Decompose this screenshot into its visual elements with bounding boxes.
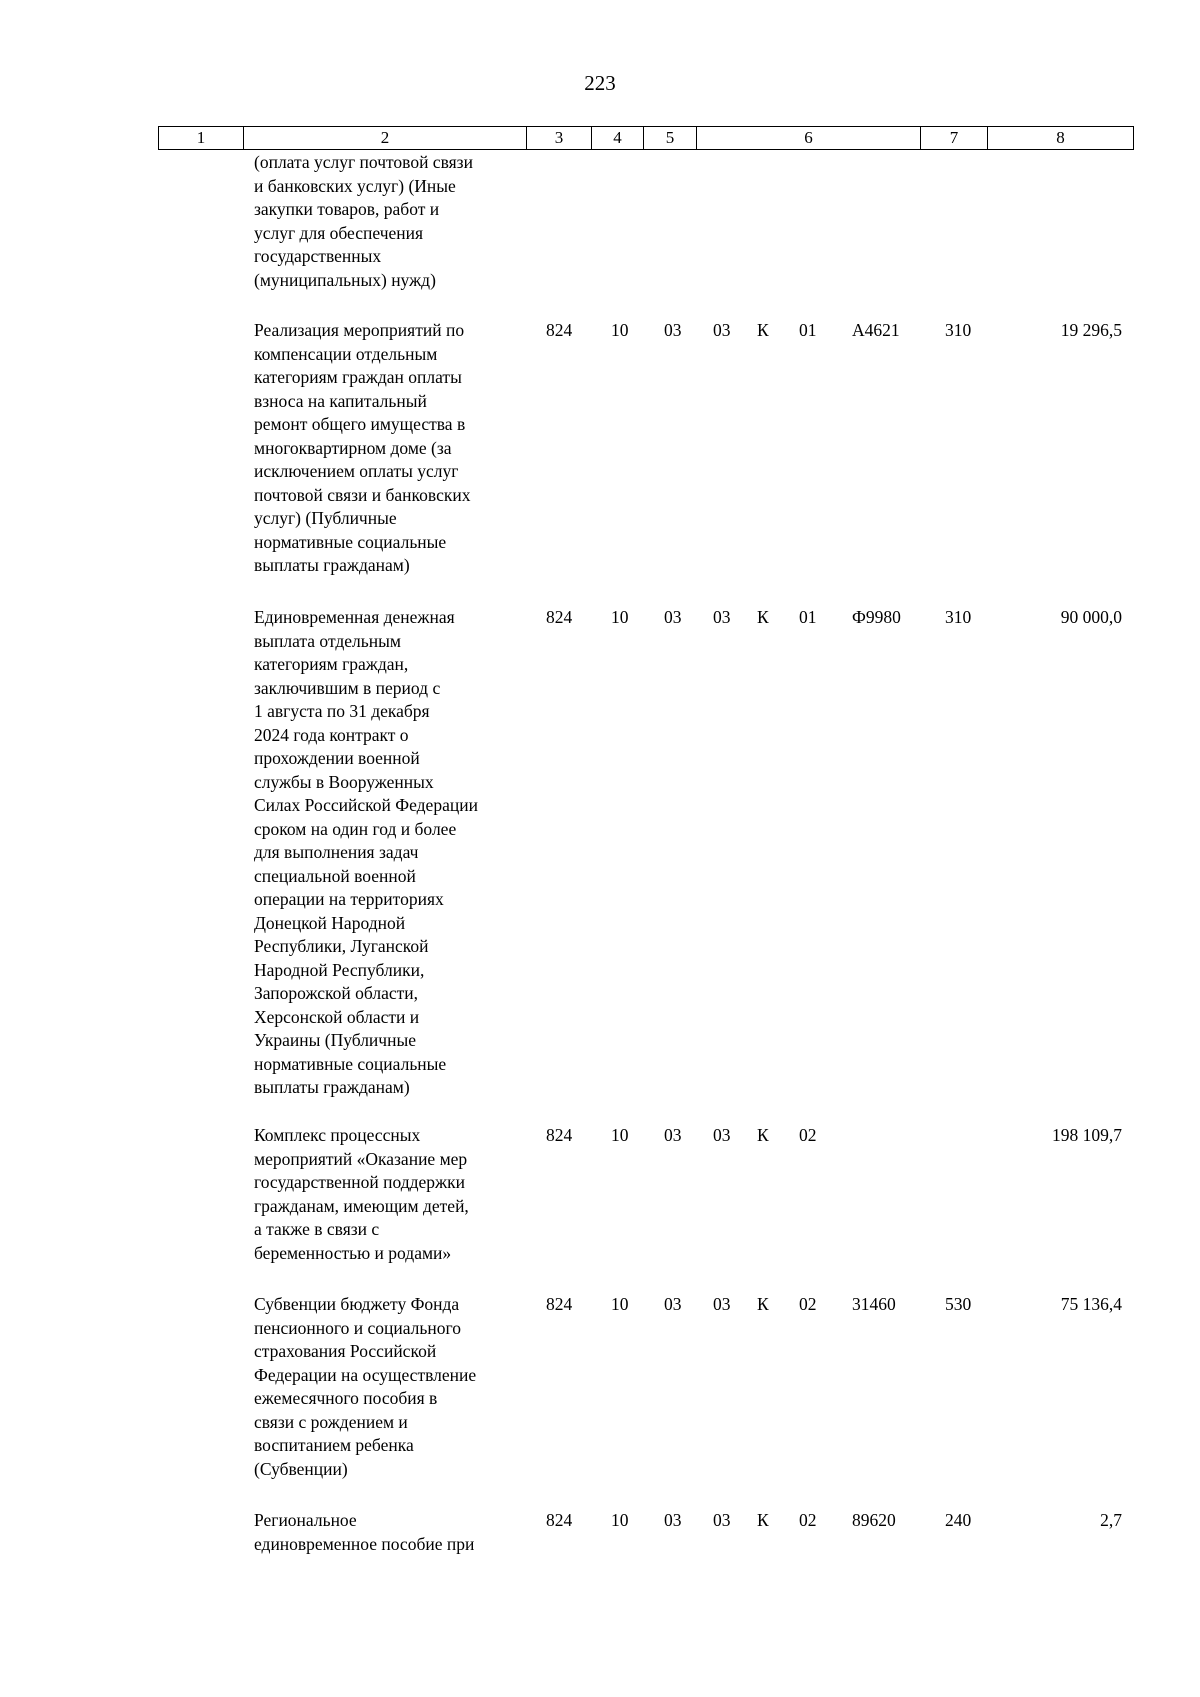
description-line: Субвенции бюджету Фонда — [254, 1294, 460, 1314]
code-col-6-letter: К — [757, 1294, 769, 1314]
description-line: сроком на один год и более — [254, 818, 457, 839]
header-col-1: 1 — [196, 128, 206, 147]
code-col-3: 824 — [546, 1510, 573, 1530]
header-col-7: 7 — [949, 128, 959, 147]
amount-col-8: 198 109,7 — [1052, 1125, 1122, 1145]
code-col-6-subprogram: 01 — [799, 607, 817, 627]
description-line: прохождении военной — [254, 748, 420, 768]
description-line: для выполнения задач — [254, 842, 419, 862]
code-col-6-letter: К — [757, 607, 769, 627]
code-col-4: 10 — [611, 1294, 629, 1314]
description-line: Народной Республики, — [254, 959, 425, 980]
header-col-3: 3 — [554, 128, 564, 147]
code-col-5: 03 — [664, 320, 682, 340]
description-line: компенсации отдельным — [254, 343, 438, 364]
row-description — [254, 319, 516, 578]
description-line: (Субвенции) — [254, 1458, 348, 1479]
row-description — [254, 1509, 516, 1556]
page-number: 223 — [584, 71, 616, 95]
code-col-6-letter: К — [757, 1125, 769, 1145]
code-col-6-program: 03 — [713, 1125, 731, 1145]
description-line: нормативные социальные — [254, 1053, 447, 1074]
description-line: Комплекс процессных — [254, 1125, 421, 1145]
code-col-5: 03 — [664, 607, 682, 627]
description-line: исключением оплаты услуг — [254, 461, 459, 481]
row-description — [254, 606, 516, 1100]
code-col-6-program: 03 — [713, 1510, 731, 1530]
code-col-4: 10 — [611, 607, 629, 627]
code-col-4: 10 — [611, 1125, 629, 1145]
description-line: операции на территориях — [254, 889, 444, 909]
description-line: нормативные социальные — [254, 531, 447, 552]
code-col-6-program: 03 — [713, 1294, 731, 1314]
code-col-6-direction: Ф9980 — [852, 607, 901, 627]
code-col-6-direction: 31460 — [852, 1294, 896, 1314]
code-col-6-letter: К — [757, 1510, 769, 1530]
row-description — [254, 1293, 516, 1481]
code-col-6-subprogram: 02 — [799, 1510, 817, 1530]
code-col-3: 824 — [546, 1125, 573, 1145]
description-line: услуг для обеспечения — [254, 222, 424, 243]
code-col-3: 824 — [546, 607, 573, 627]
header-col-6: 6 — [804, 128, 813, 147]
amount-col-8: 2,7 — [1100, 1510, 1122, 1530]
description-line: Федерации на осуществление — [254, 1364, 477, 1385]
code-col-6-program: 03 — [713, 320, 731, 340]
code-col-4: 10 — [611, 320, 629, 340]
row-description — [254, 1124, 516, 1265]
code-col-6-letter: К — [757, 320, 769, 340]
row-description — [254, 151, 516, 292]
description-line: взноса на капитальный — [254, 390, 427, 411]
description-line: воспитанием ребенка — [254, 1435, 414, 1455]
description-line: выплаты гражданам) — [254, 1077, 410, 1097]
description-line: ежемесячного пособия в — [254, 1388, 438, 1408]
header-col-4: 4 — [613, 128, 622, 147]
description-line: 2024 года контракт о — [254, 724, 409, 745]
description-line: (муниципальных) нужд) — [254, 269, 436, 290]
code-col-7: 530 — [945, 1294, 972, 1314]
header-col-8: 8 — [1056, 128, 1065, 147]
description-line: ремонт общего имущества в — [254, 414, 466, 434]
code-col-6-subprogram: 02 — [799, 1125, 817, 1145]
code-col-6-subprogram: 01 — [799, 320, 817, 340]
code-col-5: 03 — [664, 1294, 682, 1314]
description-line: Региональное — [254, 1510, 357, 1530]
description-line: выплата отдельным — [254, 630, 401, 651]
code-col-4: 10 — [611, 1510, 629, 1530]
description-line: категориям граждан, — [254, 654, 409, 674]
description-line: связи с рождением и — [254, 1411, 408, 1432]
description-line: беременностью и родами» — [254, 1242, 452, 1263]
description-line: Реализация мероприятий по — [254, 320, 465, 340]
description-line: категориям граждан оплаты — [254, 367, 462, 387]
code-col-6-subprogram: 02 — [799, 1294, 817, 1314]
header-col-2: 2 — [380, 128, 390, 147]
description-line: мероприятий «Оказание мер — [254, 1148, 468, 1169]
description-line: специальной военной — [254, 865, 416, 886]
code-col-5: 03 — [664, 1125, 682, 1145]
code-col-7: 240 — [945, 1510, 972, 1530]
description-line: а также в связи с — [254, 1219, 380, 1239]
description-line: службы в Вооруженных — [254, 771, 434, 792]
description-line: 1 августа по 31 декабря — [254, 701, 430, 721]
description-line: государственных — [254, 246, 382, 266]
description-line: страхования Российской — [254, 1341, 437, 1361]
description-line: Херсонской области и — [254, 1006, 420, 1027]
description-line: пенсионного и социального — [254, 1317, 461, 1338]
amount-col-8: 90 000,0 — [1060, 607, 1122, 627]
amount-col-8: 75 136,4 — [1060, 1294, 1122, 1314]
header-col-5: 5 — [665, 128, 675, 147]
code-col-5: 03 — [664, 1510, 682, 1530]
description-line: Единовременная денежная — [254, 607, 455, 627]
code-col-3: 824 — [546, 1294, 573, 1314]
code-col-7: 310 — [945, 607, 972, 627]
code-col-6-program: 03 — [713, 607, 731, 627]
description-line: гражданам, имеющим детей, — [254, 1195, 469, 1216]
description-line: и банковских услуг) (Иные — [254, 175, 456, 196]
code-col-7: 310 — [945, 320, 972, 340]
amount-col-8: 19 296,5 — [1060, 320, 1122, 340]
description-line: Запорожской области, — [254, 983, 419, 1003]
description-line: почтовой связи и банковских — [254, 484, 471, 505]
description-line: заключившим в период с — [254, 677, 441, 698]
description-line: государственной поддержки — [254, 1172, 465, 1192]
code-col-3: 824 — [546, 320, 573, 340]
table-header — [158, 126, 1134, 150]
code-col-6-direction: А4621 — [852, 320, 900, 340]
description-line: Силах Российской Федерации — [254, 795, 478, 815]
description-line: Донецкой Народной — [254, 912, 406, 933]
description-line: выплаты гражданам) — [254, 555, 410, 575]
description-line: многоквартирном доме (за — [254, 437, 452, 458]
description-line: (оплата услуг почтовой связи — [254, 152, 473, 172]
description-line: услуг) (Публичные — [254, 508, 397, 528]
description-line: Республики, Луганской — [254, 936, 429, 956]
description-line: закупки товаров, работ и — [254, 199, 440, 219]
description-line: единовременное пособие при — [254, 1533, 475, 1554]
description-line: Украины (Публичные — [254, 1030, 416, 1050]
code-col-6-direction: 89620 — [852, 1510, 896, 1530]
